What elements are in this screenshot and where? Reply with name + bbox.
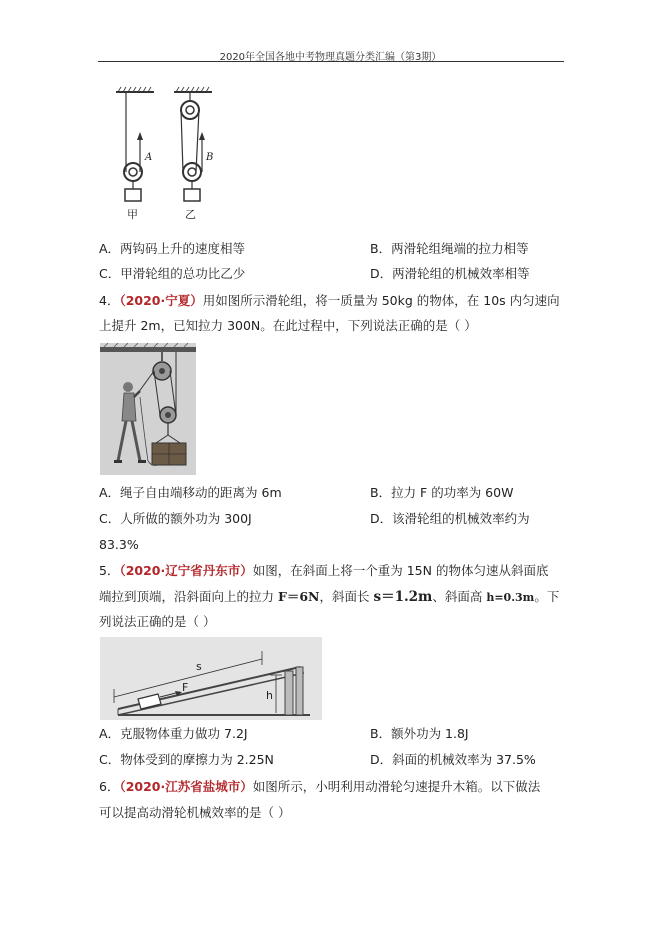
q5-stem-line2 — [99, 589, 559, 606]
q3-option-d: D．两滑轮组的机械效率相等 — [370, 266, 530, 281]
incline-figure — [100, 637, 322, 720]
incline-diagram — [100, 637, 322, 720]
q6-number: 6． — [99, 779, 120, 794]
label-a: A — [145, 152, 153, 163]
q5-text2c: 、斜面高 — [432, 589, 487, 604]
q6-text1: 如图所示，小明利用动滑轮匀速提升木箱。以下做法 — [252, 779, 541, 794]
q5-height-value: h=0.3m — [486, 591, 535, 604]
fig-label-f: F — [182, 681, 189, 694]
q5-stem-line3: 列说法正确的是（ ） — [99, 614, 216, 629]
fig-label-s: s — [196, 660, 202, 673]
q4-option-c: C．人所做的额外功为 300J — [99, 511, 252, 526]
q5-source: （2020·辽宁省丹东市） — [119, 563, 253, 578]
q6-source: （2020·江苏省盐城市） — [119, 779, 253, 794]
fig-label-h: h — [266, 689, 273, 702]
page-header: 2020年全国各地中考物理真题分类汇编（第3期） — [219, 52, 442, 63]
q4-option-a: A．绳子自由端移动的距离为 6m — [99, 485, 282, 500]
pulley-diagram — [110, 86, 230, 222]
q5-option-b: B．额外功为 1.8J — [370, 726, 469, 741]
caption-yi: 乙 — [185, 208, 196, 221]
q5-number: 5． — [99, 563, 120, 578]
q4-option-b: B．拉力 F 的功率为 60W — [370, 485, 514, 500]
q4-source: （2020·宁夏） — [119, 293, 203, 308]
q3-option-b: B．两滑轮组绳端的拉力相等 — [370, 241, 529, 256]
q5-text2d: 。下 — [534, 589, 560, 604]
caption-jia: 甲 — [127, 208, 138, 221]
q6-stem-line1 — [99, 779, 540, 795]
q3-option-c: C．甲滑轮组的总功比乙少 — [99, 266, 246, 281]
q5-option-c: C．物体受到的摩擦力为 2.25N — [99, 752, 274, 767]
q4-text1: 用如图所示滑轮组，将一质量为 50kg 的物体，在 10s 内匀速向 — [202, 293, 560, 308]
header-divider — [98, 61, 564, 62]
q4-stem-line2: 上提升 2m，已知拉力 300N。在此过程中，下列说法正确的是（ ） — [99, 318, 477, 333]
q5-stem-line1 — [99, 563, 548, 579]
man-pulley-photo — [100, 343, 196, 475]
q4-stem-line1 — [99, 293, 560, 309]
q5-text1: 如图，在斜面上将一个重为 15N 的物体匀速从斜面底 — [252, 563, 549, 578]
q4-number: 4． — [99, 293, 120, 308]
q5-option-d: D．斜面的机械效率为 37.5% — [370, 752, 536, 767]
label-b: B — [206, 152, 214, 163]
man-pulley-illustration — [100, 343, 196, 475]
q5-text2b: ，斜面长 — [319, 589, 374, 604]
q5-text2a: 端拉到顶端，沿斜面向上的拉力 — [99, 589, 278, 604]
q4-option-d-continued: 83.3% — [99, 537, 139, 552]
q6-stem-line2: 可以提高动滑轮机械效率的是（ ） — [99, 805, 291, 820]
q4-option-d: D．该滑轮组的机械效率约为 — [370, 511, 530, 526]
q5-option-a: A．克服物体重力做功 7.2J — [99, 726, 248, 741]
q5-force-value: F＝6N — [277, 589, 320, 604]
q5-length-value: s＝1.2m — [373, 589, 433, 605]
pulley-figure-jia-yi — [110, 86, 230, 222]
q3-option-a: A．两钩码上升的速度相等 — [99, 241, 246, 256]
